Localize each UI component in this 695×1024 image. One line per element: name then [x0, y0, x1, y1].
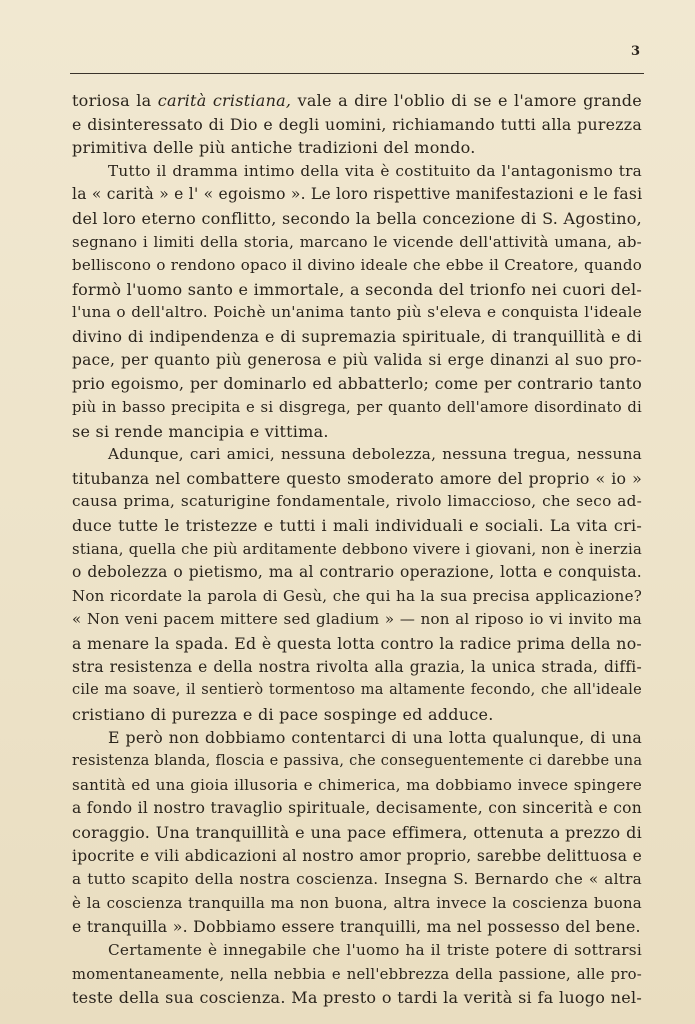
text-line: è la coscienza tranquilla ma non buona, altra invece la coscienza buona: [72, 893, 642, 912]
text-line: momentaneamente, nella nebbia e nell'ebbrezza della passione, alle pro-: [72, 965, 642, 983]
text-line: a tutto scapito della nostra coscienza. Insegna S. Bernardo che « altra: [72, 870, 642, 889]
italic-phrase: carità cristiana,: [157, 91, 292, 110]
text-line: a menare la spada. Ed è questa lotta contro la radice prima della no-: [72, 634, 642, 654]
text-line: « Non veni pacem mittere sed gladium » — non al riposo io vi invito ma: [72, 610, 642, 629]
text-line: e disinteressato di Dio e degli uomini, richiamando tutti alla purezza: [72, 114, 642, 134]
text-line: prio egoismo, per dominarlo ed abbatterlo; come per contrario tanto: [72, 374, 642, 394]
text-line: stiana, quella che più arditamente debbono vivere i giovani, non è inerzia: [72, 540, 642, 558]
text-line: del loro eterno conflitto, secondo la bella concezione di S. Agostino,: [72, 209, 642, 229]
text-line: causa prima, scaturigine fondamentale, rivolo limaccioso, che seco ad-: [72, 492, 642, 511]
header-rule: [70, 73, 644, 74]
text-line: Non ricordate la parola di Gesù, che qui ha la sua precisa applicazione?: [72, 586, 642, 605]
text-line: santità ed una gioia illusoria e chimerica, ma dobbiamo invece spingere: [72, 775, 642, 794]
text-line: duce tutte le tristezze e tutti i mali individuali e sociali. La vita cri-: [72, 515, 642, 535]
text-line: la « carità » e l' « egoismo ». Le loro rispettive manifestazioni e le fasi: [72, 185, 642, 204]
text-line: più in basso precipita e si disgrega, per quanto dell'amore disordinato di: [72, 398, 642, 416]
text-line: a fondo il nostro travaglio spirituale, decisamente, con sincerità e con: [72, 799, 642, 818]
text-line: Adunque, cari amici, nessuna debolezza, nessuna tregua, nessuna: [108, 445, 642, 464]
text-line: divino di indipendenza e di supremazia spirituale, di tranquillità e di: [72, 327, 642, 347]
text-line: e tranquilla ». Dobbiamo essere tranquilli, ma nel possesso del bene.: [72, 917, 641, 937]
text-line: cile ma soave, il sentierò tormentoso ma altamente fecondo, che all'ideale: [72, 682, 642, 699]
text-line: pace, per quanto più generosa e più valida si erge dinanzi al suo pro-: [72, 350, 642, 369]
text-line: titubanza nel combattere questo smoderato amore del proprio « io »: [72, 468, 642, 488]
text-line: resistenza blanda, floscia e passiva, che conseguentemente ci darebbe una: [72, 753, 642, 770]
text-line: se si rende mancipia e vittima.: [72, 421, 329, 441]
text-line: stra resistenza e della nostra rivolta alla grazia, la unica strada, diffi-: [72, 657, 642, 676]
text-line: o debolezza o pietismo, ma al contrario operazione, lotta e conquista.: [72, 563, 642, 582]
text-line: coraggio. Una tranquillità e una pace effimera, ottenuta a prezzo di: [72, 822, 642, 842]
text-line: formò l'uomo santo e immortale, a seconda del trionfo nei cuori del-: [72, 279, 642, 299]
text-line: l'una o dell'altro. Poichè un'anima tanto più s'eleva e conquista l'ideale: [72, 303, 642, 322]
text-line: teste della sua coscienza. Ma presto o tardi la verità si fa luogo nel-: [72, 988, 642, 1008]
text-line: Certamente è innegabile che l'uomo ha il triste potere di sottrarsi: [108, 940, 642, 959]
text-line: cristiano di purezza e di pace sospinge ed adduce.: [72, 704, 494, 724]
text-line: toriosa la carità cristiana, vale a dire l'oblio di se e l'amore grande: [72, 91, 642, 110]
body-text: [72, 89, 642, 1010]
text-line: ipocrite e vili abdicazioni al nostro amor proprio, sarebbe delittuosa e: [72, 846, 642, 865]
text-line: Tutto il dramma intimo della vita è costituito da l'antagonismo tra: [108, 161, 642, 180]
text-line: E però non dobbiamo contentarci di una lotta qualunque, di una: [108, 728, 642, 748]
text-line: segnano i limiti della storia, marcano le vicende dell'attività umana, ab-: [72, 232, 642, 251]
page-number: 3: [631, 44, 641, 59]
text-line: primitiva delle più antiche tradizioni del mondo.: [72, 138, 476, 158]
text-line: belliscono o rendono opaco il divino ideale che ebbe il Creatore, quando: [72, 256, 642, 275]
